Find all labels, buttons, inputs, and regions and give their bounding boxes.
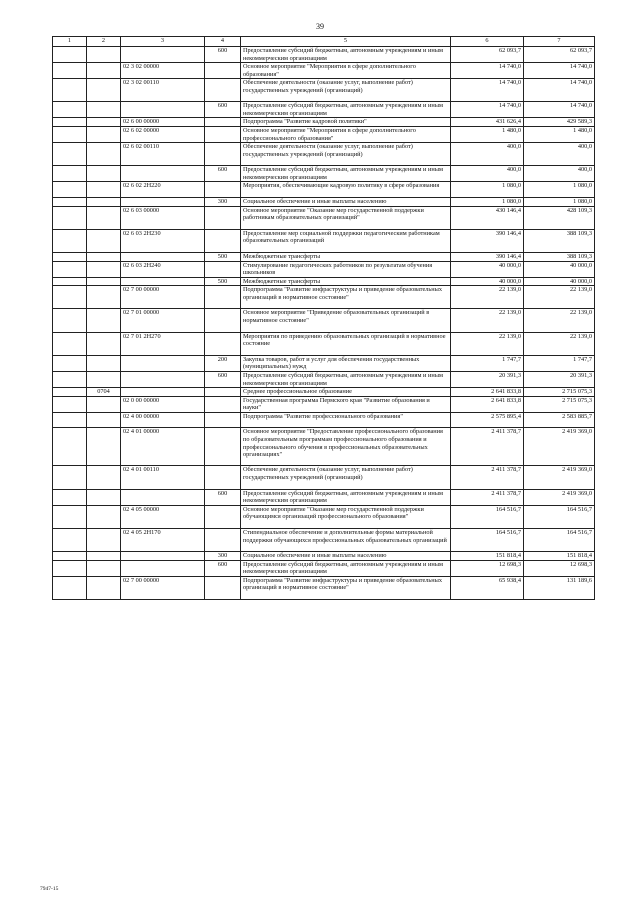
table-cell-c1 — [53, 552, 87, 561]
table-cell-c2 — [87, 182, 121, 198]
table-cell-c4: 600 — [205, 47, 241, 63]
table-cell-c2 — [87, 206, 121, 229]
table-cell-c7: 2 715 075,3 — [524, 396, 595, 412]
table-cell-c4 — [205, 286, 241, 309]
table-cell-c2 — [87, 309, 121, 332]
table-cell-c4 — [205, 576, 241, 599]
table-cell-c1 — [53, 47, 87, 63]
table-cell-c4: 600 — [205, 102, 241, 118]
table-cell-c6: 2 575 895,4 — [451, 412, 524, 428]
table-cell-c3 — [121, 552, 205, 561]
header-row — [53, 37, 595, 47]
table-cell-c2 — [87, 79, 121, 102]
table-cell-c7: 2 419 369,0 — [524, 466, 595, 489]
table-cell-c7: 2 419 369,0 — [524, 428, 595, 466]
table-cell-c3: 02 6 03 00000 — [121, 206, 205, 229]
table-row — [53, 576, 595, 599]
table-cell-c6: 164 516,7 — [451, 528, 524, 551]
table-cell-c7: 2 583 885,7 — [524, 412, 595, 428]
table-cell-c7: 164 516,7 — [524, 528, 595, 551]
table-cell-c4 — [205, 428, 241, 466]
table-cell-c1 — [53, 286, 87, 309]
table-cell-c5: Государственная программа Пермского края "Развитие образования и науки" — [241, 396, 451, 412]
table-cell-c7: 12 698,3 — [524, 560, 595, 576]
table-cell-c6: 14 740,0 — [451, 102, 524, 118]
table-cell-c4: 600 — [205, 166, 241, 182]
table-cell-c7: 388 109,3 — [524, 253, 595, 262]
column-header: 5 — [241, 37, 451, 47]
table-cell-c5: Подпрограмма "Развитие инфраструктуры и приведение образовательных организаций в нормативное состояние" — [241, 576, 451, 599]
table-cell-c6: 151 818,4 — [451, 552, 524, 561]
table-cell-c1 — [53, 576, 87, 599]
table-cell-c2 — [87, 277, 121, 286]
table-cell-c6: 390 146,4 — [451, 229, 524, 252]
table-row — [53, 552, 595, 561]
table-cell-c2 — [87, 118, 121, 127]
table-cell-c7: 22 139,0 — [524, 309, 595, 332]
table-cell-c5: Подпрограмма "Развитие инфраструктуры и приведение образовательных организаций в нормативное состояние" — [241, 286, 451, 309]
table-cell-c2 — [87, 143, 121, 166]
table-cell-c3 — [121, 253, 205, 262]
table-cell-c4 — [205, 261, 241, 277]
table-row — [53, 332, 595, 355]
table-row — [53, 286, 595, 309]
table-cell-c6: 1 747,7 — [451, 355, 524, 371]
column-header: 2 — [87, 37, 121, 47]
table-cell-c3 — [121, 277, 205, 286]
table-cell-c1 — [53, 309, 87, 332]
table-cell-c1 — [53, 143, 87, 166]
table-cell-c3: 02 3 02 00000 — [121, 63, 205, 79]
table-cell-c2 — [87, 528, 121, 551]
table-cell-c6: 65 938,4 — [451, 576, 524, 599]
table-cell-c5: Обеспечение деятельности (оказание услуг, выполнение работ) государственных учреждений (организаций) — [241, 466, 451, 489]
table-cell-c1 — [53, 63, 87, 79]
table-row — [53, 261, 595, 277]
table-cell-c6: 430 146,4 — [451, 206, 524, 229]
table-cell-c4 — [205, 79, 241, 102]
table-cell-c3 — [121, 166, 205, 182]
table-cell-c4 — [205, 412, 241, 428]
table-row — [53, 505, 595, 528]
table-cell-c2: 0704 — [87, 388, 121, 397]
table-row — [53, 198, 595, 207]
table-cell-c1 — [53, 560, 87, 576]
table-cell-c2 — [87, 332, 121, 355]
table-row — [53, 47, 595, 63]
table-cell-c7: 400,0 — [524, 166, 595, 182]
table-cell-c4 — [205, 528, 241, 551]
table-cell-c7: 400,0 — [524, 143, 595, 166]
table-row — [53, 396, 595, 412]
table-cell-c2 — [87, 261, 121, 277]
footer-code: 7947-15 — [40, 886, 59, 892]
table-cell-c4 — [205, 229, 241, 252]
table-cell-c3 — [121, 355, 205, 371]
column-header: 6 — [451, 37, 524, 47]
table-cell-c7: 2 715 075,3 — [524, 388, 595, 397]
table-cell-c7: 388 109,3 — [524, 229, 595, 252]
table-cell-c2 — [87, 428, 121, 466]
table-cell-c2 — [87, 466, 121, 489]
table-cell-c2 — [87, 505, 121, 528]
table-row — [53, 166, 595, 182]
table-cell-c4: 600 — [205, 560, 241, 576]
table-cell-c1 — [53, 388, 87, 397]
table-cell-c3 — [121, 388, 205, 397]
table-cell-c7: 62 093,7 — [524, 47, 595, 63]
table-cell-c2 — [87, 102, 121, 118]
table-cell-c7: 14 740,0 — [524, 79, 595, 102]
table-cell-c3: 02 0 00 00000 — [121, 396, 205, 412]
table-cell-c2 — [87, 396, 121, 412]
table-cell-c3: 02 7 00 00000 — [121, 576, 205, 599]
table-row — [53, 127, 595, 143]
table-row — [53, 528, 595, 551]
table-cell-c5: Закупка товаров, работ и услуг для обеспечения государственных (муниципальных) нужд — [241, 355, 451, 371]
table-cell-c6: 1 080,0 — [451, 182, 524, 198]
table-cell-c7: 151 818,4 — [524, 552, 595, 561]
table-cell-c3: 02 4 05 2Н170 — [121, 528, 205, 551]
table-cell-c6: 2 411 378,7 — [451, 489, 524, 505]
table-cell-c1 — [53, 118, 87, 127]
table-cell-c1 — [53, 127, 87, 143]
table-cell-c2 — [87, 253, 121, 262]
table-cell-c3: 02 6 02 2Н220 — [121, 182, 205, 198]
table-cell-c3: 02 7 01 00000 — [121, 309, 205, 332]
table-cell-c4: 500 — [205, 277, 241, 286]
table-cell-c7: 429 589,3 — [524, 118, 595, 127]
table-row — [53, 560, 595, 576]
table-cell-c6: 1 480,0 — [451, 127, 524, 143]
table-cell-c6: 2 641 833,8 — [451, 388, 524, 397]
table-cell-c1 — [53, 466, 87, 489]
table-cell-c1 — [53, 332, 87, 355]
table-cell-c2 — [87, 576, 121, 599]
table-cell-c4 — [205, 396, 241, 412]
table-cell-c4 — [205, 309, 241, 332]
table-cell-c6: 40 000,0 — [451, 261, 524, 277]
table-cell-c2 — [87, 371, 121, 387]
table-cell-c1 — [53, 355, 87, 371]
table-cell-c6: 400,0 — [451, 166, 524, 182]
table-cell-c5: Мероприятия по приведению образовательных организаций в нормативное состояние — [241, 332, 451, 355]
table-row — [53, 412, 595, 428]
table-cell-c3: 02 6 03 2Н240 — [121, 261, 205, 277]
table-cell-c1 — [53, 489, 87, 505]
table-cell-c4 — [205, 118, 241, 127]
table-cell-c5: Социальное обеспечение и иные выплаты населению — [241, 552, 451, 561]
table-cell-c7: 22 139,0 — [524, 332, 595, 355]
table-cell-c2 — [87, 166, 121, 182]
table-cell-c4: 500 — [205, 253, 241, 262]
table-cell-c5: Подпрограмма "Развитие профессионального образования" — [241, 412, 451, 428]
table-cell-c5: Основное мероприятие "Оказание мер государственной поддержки обучающимся организаций профессионального образования" — [241, 505, 451, 528]
table-cell-c4: 300 — [205, 552, 241, 561]
table-cell-c6: 62 093,7 — [451, 47, 524, 63]
table-cell-c4 — [205, 143, 241, 166]
table-cell-c3 — [121, 47, 205, 63]
table-row — [53, 229, 595, 252]
table-cell-c6: 1 080,0 — [451, 198, 524, 207]
table-cell-c3: 02 4 00 00000 — [121, 412, 205, 428]
table-cell-c5: Стимулирование педагогических работников по результатам обучения школьников — [241, 261, 451, 277]
table-cell-c7: 1 080,0 — [524, 182, 595, 198]
table-cell-c7: 1 080,0 — [524, 198, 595, 207]
column-header: 7 — [524, 37, 595, 47]
column-header: 1 — [53, 37, 87, 47]
table-cell-c2 — [87, 489, 121, 505]
table-cell-c7: 40 000,0 — [524, 277, 595, 286]
table-cell-c1 — [53, 528, 87, 551]
table-row — [53, 102, 595, 118]
table-cell-c6: 22 139,0 — [451, 286, 524, 309]
table-cell-c6: 40 000,0 — [451, 277, 524, 286]
table-cell-c5: Предоставление субсидий бюджетным, автономным учреждениям и иным некоммерческим организациям — [241, 371, 451, 387]
table-cell-c3 — [121, 198, 205, 207]
table-cell-c5: Основное мероприятие "Оказание мер государственной поддержки работникам образовательных организаций" — [241, 206, 451, 229]
column-header: 3 — [121, 37, 205, 47]
table-cell-c7: 1 480,0 — [524, 127, 595, 143]
table-cell-c1 — [53, 206, 87, 229]
table-cell-c3: 02 4 01 00110 — [121, 466, 205, 489]
table-cell-c2 — [87, 560, 121, 576]
table-cell-c6: 12 698,3 — [451, 560, 524, 576]
table-cell-c6: 22 139,0 — [451, 309, 524, 332]
table-cell-c7: 164 516,7 — [524, 505, 595, 528]
table-row — [53, 277, 595, 286]
table-cell-c5: Межбюджетные трансферты — [241, 253, 451, 262]
table-cell-c6: 431 626,4 — [451, 118, 524, 127]
table-cell-c6: 20 391,3 — [451, 371, 524, 387]
table-cell-c3: 02 7 00 00000 — [121, 286, 205, 309]
table-cell-c4 — [205, 206, 241, 229]
table-cell-c4 — [205, 332, 241, 355]
table-cell-c5: Среднее профессиональное образование — [241, 388, 451, 397]
table-cell-c1 — [53, 166, 87, 182]
table-cell-c7: 22 139,0 — [524, 286, 595, 309]
table-cell-c3: 02 7 01 2Н270 — [121, 332, 205, 355]
table-row — [53, 428, 595, 466]
table-cell-c3: 02 6 03 2Н230 — [121, 229, 205, 252]
table-cell-c7: 2 419 369,0 — [524, 489, 595, 505]
table-cell-c1 — [53, 229, 87, 252]
table-cell-c5: Предоставление мер социальной поддержки педагогическим работникам образовательных организаций — [241, 229, 451, 252]
table-cell-c1 — [53, 253, 87, 262]
table-cell-c5: Предоставление субсидий бюджетным, автономным учреждениям и иным некоммерческим организациям — [241, 166, 451, 182]
table-cell-c4: 200 — [205, 355, 241, 371]
table-cell-c2 — [87, 552, 121, 561]
table-cell-c4 — [205, 182, 241, 198]
table-cell-c5: Предоставление субсидий бюджетным, автономным учреждениям и иным некоммерческим организациям — [241, 102, 451, 118]
table-cell-c5: Основное мероприятие "Приведение образовательных организаций в нормативное состояние" — [241, 309, 451, 332]
table-row — [53, 118, 595, 127]
table-cell-c1 — [53, 182, 87, 198]
table-cell-c5: Стипендиальное обеспечение и дополнительные формы материальной поддержки обучающихся профессиональных образовательных организаций — [241, 528, 451, 551]
table-row — [53, 355, 595, 371]
table-cell-c3: 02 6 02 00000 — [121, 127, 205, 143]
table-cell-c6: 164 516,7 — [451, 505, 524, 528]
table-cell-c6: 14 740,0 — [451, 79, 524, 102]
table-cell-c3: 02 4 05 00000 — [121, 505, 205, 528]
table-cell-c7: 1 747,7 — [524, 355, 595, 371]
table-cell-c6: 390 146,4 — [451, 253, 524, 262]
table-cell-c6: 2 411 378,7 — [451, 466, 524, 489]
table-cell-c1 — [53, 261, 87, 277]
table-cell-c6: 14 740,0 — [451, 63, 524, 79]
table-cell-c7: 14 740,0 — [524, 63, 595, 79]
table-cell-c6: 2 641 833,8 — [451, 396, 524, 412]
table-cell-c5: Обеспечение деятельности (оказание услуг, выполнение работ) государственных учреждений (организаций) — [241, 79, 451, 102]
table-row — [53, 309, 595, 332]
table-cell-c4 — [205, 127, 241, 143]
table-cell-c1 — [53, 505, 87, 528]
table-row — [53, 63, 595, 79]
table-cell-c2 — [87, 63, 121, 79]
table-cell-c7: 20 391,3 — [524, 371, 595, 387]
table-cell-c6: 2 411 378,7 — [451, 428, 524, 466]
table-cell-c3: 02 3 02 00110 — [121, 79, 205, 102]
page-number: 39 — [316, 22, 324, 31]
table-cell-c5: Межбюджетные трансферты — [241, 277, 451, 286]
table-cell-c2 — [87, 355, 121, 371]
table-cell-c5: Предоставление субсидий бюджетным, автономным учреждениям и иным некоммерческим организациям — [241, 560, 451, 576]
table-cell-c1 — [53, 371, 87, 387]
table-cell-c4 — [205, 63, 241, 79]
table-row — [53, 388, 595, 397]
table-cell-c4: 600 — [205, 489, 241, 505]
table-cell-c5: Основное мероприятие "Мероприятия в сфере дополнительного образования" — [241, 63, 451, 79]
table-cell-c5: Предоставление субсидий бюджетным, автономным учреждениям и иным некоммерческим организациям — [241, 47, 451, 63]
table-cell-c1 — [53, 198, 87, 207]
table-row — [53, 466, 595, 489]
table-cell-c7: 40 000,0 — [524, 261, 595, 277]
table-cell-c6: 400,0 — [451, 143, 524, 166]
table-cell-c2 — [87, 47, 121, 63]
table-cell-c7: 428 109,3 — [524, 206, 595, 229]
table-cell-c1 — [53, 79, 87, 102]
table-cell-c5: Основное мероприятие "Предоставление профессионального образования по образовательным программам профессионального образования и профессионального обучения в профессиональных образовательных организациях" — [241, 428, 451, 466]
table-cell-c5: Обеспечение деятельности (оказание услуг, выполнение работ) государственных учреждений (организаций) — [241, 143, 451, 166]
table-row — [53, 182, 595, 198]
table-cell-c4: 300 — [205, 198, 241, 207]
table-cell-c6: 22 139,0 — [451, 332, 524, 355]
table-row — [53, 371, 595, 387]
table-row — [53, 489, 595, 505]
table-cell-c3 — [121, 371, 205, 387]
table-row — [53, 79, 595, 102]
budget-table — [52, 36, 595, 600]
table-cell-c2 — [87, 412, 121, 428]
table-cell-c4: 600 — [205, 371, 241, 387]
table-cell-c1 — [53, 412, 87, 428]
table-cell-c2 — [87, 127, 121, 143]
table-cell-c4 — [205, 505, 241, 528]
table-row — [53, 253, 595, 262]
table-body — [53, 47, 595, 600]
table-cell-c1 — [53, 102, 87, 118]
table-cell-c7: 131 189,6 — [524, 576, 595, 599]
table-cell-c5: Предоставление субсидий бюджетным, автономным учреждениям и иным некоммерческим организациям — [241, 489, 451, 505]
table-cell-c1 — [53, 277, 87, 286]
table-cell-c7: 14 740,0 — [524, 102, 595, 118]
table-cell-c3 — [121, 489, 205, 505]
table-cell-c2 — [87, 229, 121, 252]
table-cell-c5: Основное мероприятие "Мероприятия в сфере дополнительного профессионального образования" — [241, 127, 451, 143]
table-cell-c3: 02 6 02 00110 — [121, 143, 205, 166]
table-cell-c2 — [87, 198, 121, 207]
table-cell-c2 — [87, 286, 121, 309]
table-cell-c3 — [121, 560, 205, 576]
table-row — [53, 206, 595, 229]
table-cell-c4 — [205, 388, 241, 397]
column-header: 4 — [205, 37, 241, 47]
table-cell-c5: Подпрограмма "Развитие кадровой политики" — [241, 118, 451, 127]
table-row — [53, 143, 595, 166]
table-cell-c1 — [53, 396, 87, 412]
table-cell-c1 — [53, 428, 87, 466]
table-cell-c3: 02 4 01 00000 — [121, 428, 205, 466]
table-cell-c3: 02 6 00 00000 — [121, 118, 205, 127]
table-cell-c5: Социальное обеспечение и иные выплаты населению — [241, 198, 451, 207]
table-cell-c5: Мероприятия, обеспечивающие кадровую политику в сфере образования — [241, 182, 451, 198]
table-cell-c3 — [121, 102, 205, 118]
table-cell-c4 — [205, 466, 241, 489]
